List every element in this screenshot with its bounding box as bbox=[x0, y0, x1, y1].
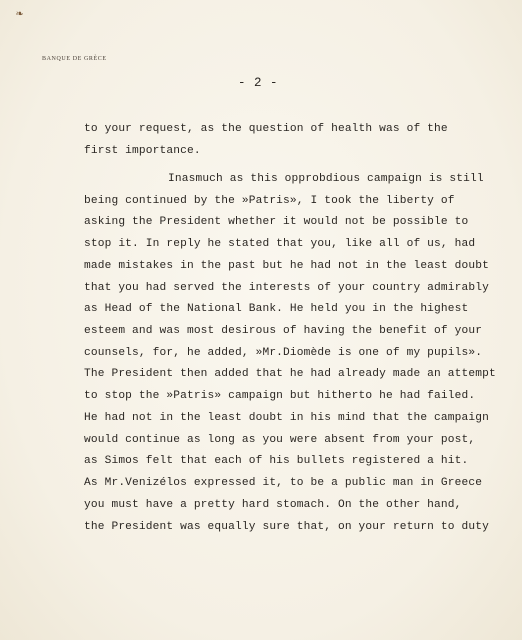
text-line: As Mr.Venizélos expressed it, to be a public man in Greece bbox=[84, 477, 483, 489]
text-line: to stop the »Patris» campaign but hitherto he had failed. bbox=[84, 390, 476, 402]
text-line: made mistakes in the past but he had not in the least doubt bbox=[84, 260, 489, 272]
text-line: The President then added that he had already made an attempt bbox=[84, 368, 496, 380]
ink-mark-icon: ❧ bbox=[16, 7, 24, 21]
text-line: to your request, as the question of health was of the bbox=[84, 123, 448, 135]
text-line: the President was equally sure that, on your return to duty bbox=[84, 521, 489, 533]
text-line: asking the President whether it would not be possible to bbox=[84, 216, 469, 228]
text-line: esteem and was most desirous of having the benefit of your bbox=[84, 325, 483, 337]
page-number: - 2 - bbox=[238, 76, 279, 90]
text-line: first importance. bbox=[84, 145, 201, 157]
text-line: stop it. In reply he stated that you, like all of us, had bbox=[84, 238, 476, 250]
text-line: that you had served the interests of your country admirably bbox=[84, 282, 489, 294]
text-line: you must have a pretty hard stomach. On the other hand, bbox=[84, 499, 462, 511]
text-line: being continued by the »Patris», I took the liberty of bbox=[84, 195, 455, 207]
text-line: as Head of the National Bank. He held you in the highest bbox=[84, 303, 469, 315]
text-line: Inasmuch as this opprobdious campaign is still bbox=[168, 173, 484, 185]
text-line: He had not in the least doubt in his mind that the campaign bbox=[84, 412, 489, 424]
letterhead: BANQUE DE GRÈCE bbox=[42, 56, 107, 62]
text-line: as Simos felt that each of his bullets registered a hit. bbox=[84, 455, 469, 467]
text-line: counsels, for, he added, »Mr.Diomède is one of my pupils». bbox=[84, 347, 483, 359]
text-line: would continue as long as you were absent from your post, bbox=[84, 434, 476, 446]
